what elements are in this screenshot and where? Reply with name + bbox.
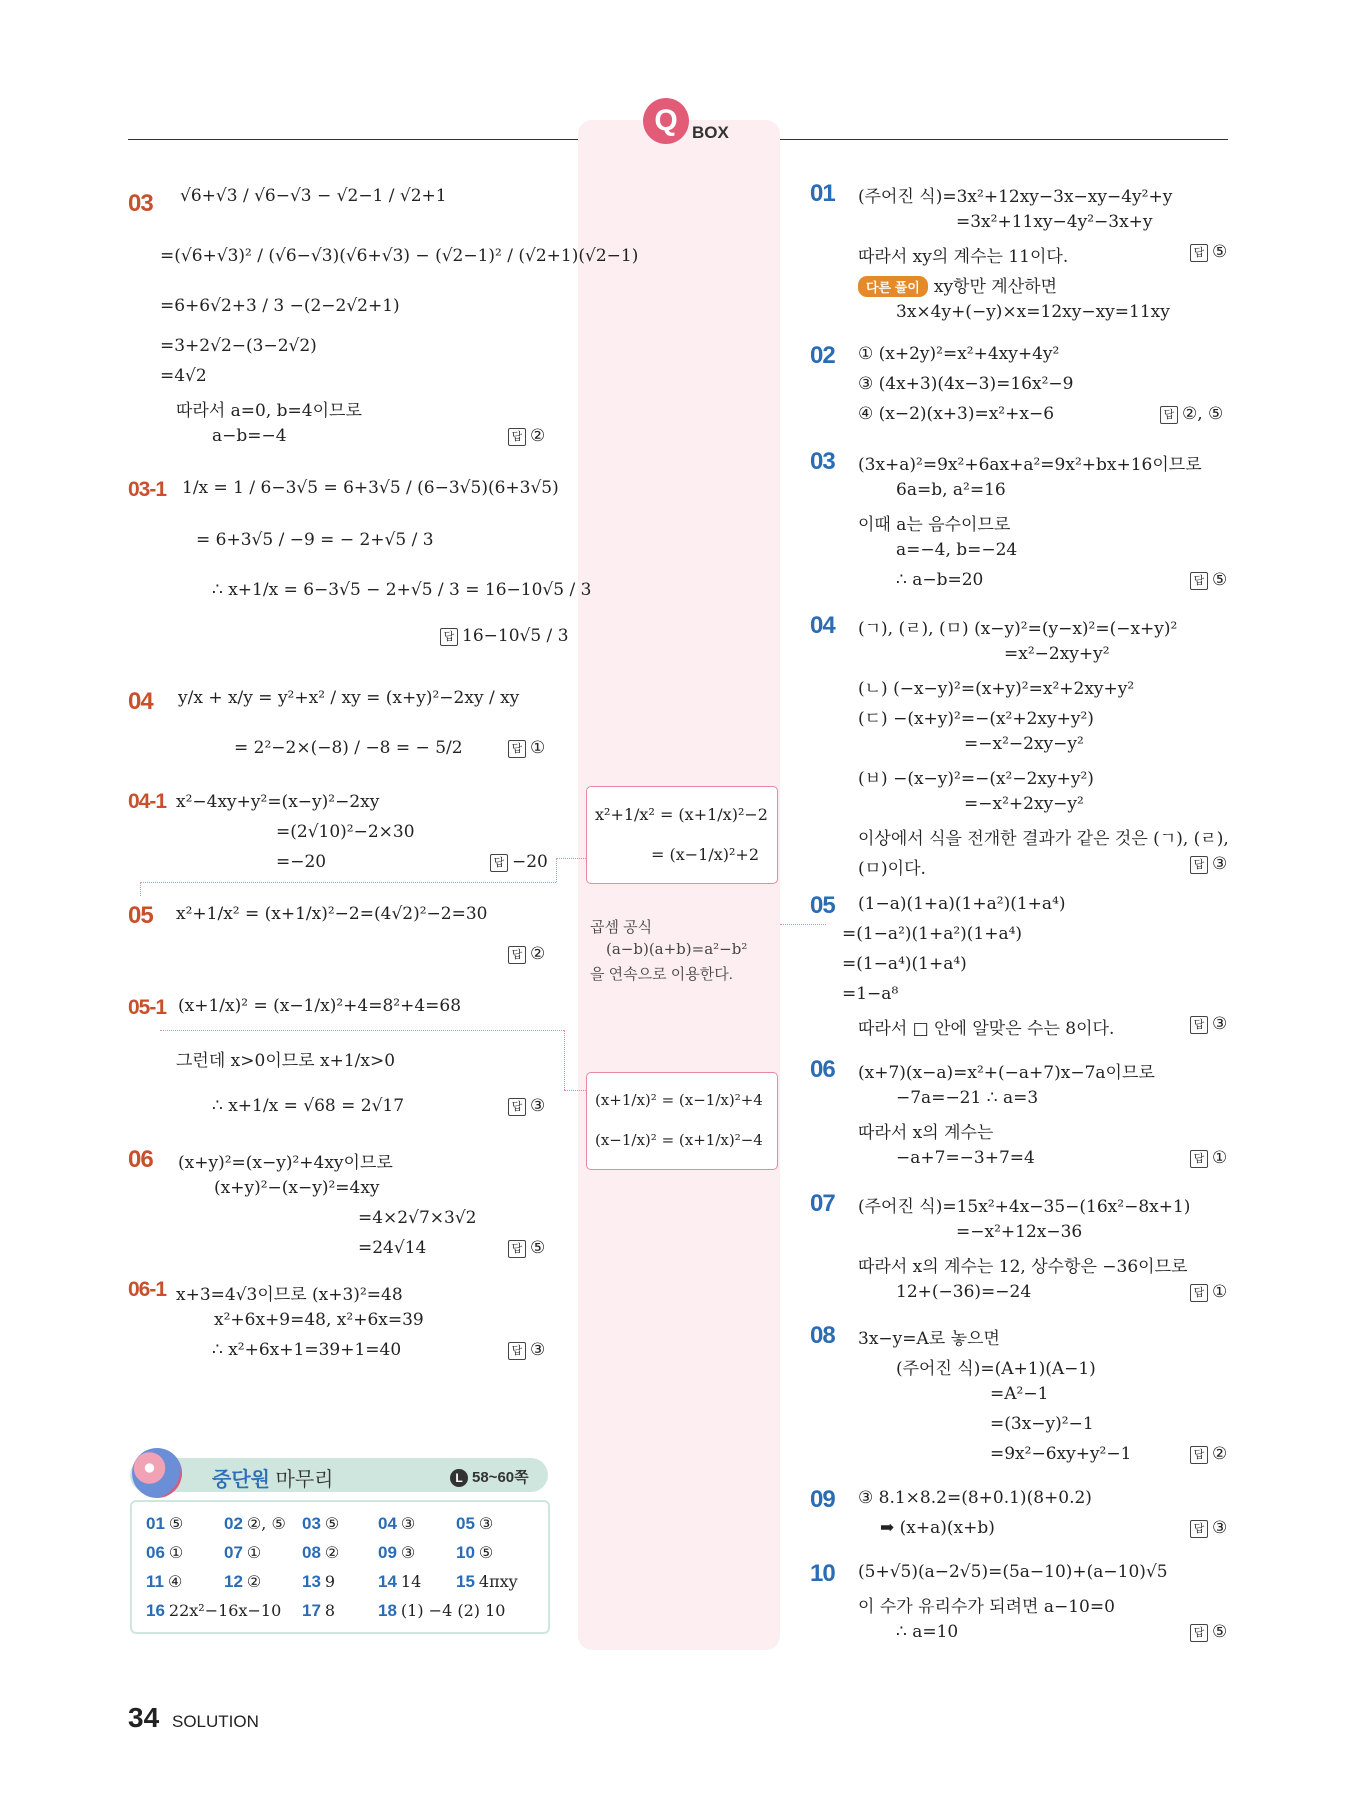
solution-line: 따라서 □ 안에 알맞은 수는 8이다.: [858, 1019, 1115, 1039]
solution-line: ∴ x²+6x+1=39+1=40: [212, 1340, 402, 1360]
solution-line: ➡ (x+a)(x+b): [880, 1518, 995, 1538]
header-rule-left: [128, 139, 578, 140]
solution-line: = 2²−2×(−8) / −8 = − 5/2: [234, 738, 463, 758]
solution-line: a−b=−4: [212, 426, 287, 446]
page-number: 34: [128, 1702, 160, 1733]
qbox-badge: Q: [643, 98, 689, 144]
review-item: 04 ③: [378, 1514, 416, 1533]
problem-number: 04-1: [128, 790, 167, 813]
page-label: SOLUTION: [172, 1712, 259, 1731]
solution-line: =−x²−2xy−y²: [964, 734, 1084, 754]
solution-line: =(√6+√3)² / (√6−√3)(√6+√3) − (√2−1)² / (√2+1)(√2−1): [160, 246, 639, 266]
solution-line: =−20: [276, 852, 327, 872]
solution-line: ④ (x−2)(x+3)=x²+x−6: [858, 404, 1055, 424]
problem-number: 05: [128, 902, 153, 929]
review-logo-icon: [132, 1448, 182, 1498]
connector-line: [564, 1030, 566, 1090]
problem-number: 02: [810, 342, 835, 369]
solution-line: ∴ a=10: [896, 1622, 959, 1642]
solution-line: (ㅁ)이다.: [858, 859, 926, 879]
solution-line: (주어진 식)=3x²+12xy−3x−xy−4y²+y: [858, 187, 1173, 207]
solution-line: =(1−a²)(1+a²)(1+a⁴): [842, 924, 1023, 944]
problem-number: 04: [128, 688, 153, 715]
solution-line: =(2√10)²−2×30: [276, 822, 415, 842]
review-item: 13 9: [302, 1572, 336, 1591]
review-item: 08 ②: [302, 1543, 340, 1562]
solution-line: 이상에서 식을 전개한 결과가 같은 것은 (ㄱ), (ㄹ),: [858, 829, 1229, 849]
review-pages: L 58~60쪽: [450, 1466, 529, 1487]
solution-line: =3x²+11xy−4y²−3x+y: [956, 212, 1153, 232]
solution-line: −a+7=−3+7=4: [896, 1148, 1035, 1168]
solution-line: (5+√5)(a−2√5)=(5a−10)+(a−10)√5: [858, 1562, 1168, 1582]
problem-number: 06: [810, 1056, 835, 1083]
review-answer-grid: [130, 1500, 550, 1634]
problem-number: 03-1: [128, 478, 167, 501]
qbox-column: [578, 120, 780, 1650]
solution-line: 따라서 a=0, b=4이므로: [176, 401, 362, 421]
solution-line: ③ (4x+3)(4x−3)=16x²−9: [858, 374, 1074, 394]
problem-number: 08: [810, 1322, 835, 1349]
solution-line: 그런데 x>0이므로 x+1/x>0: [176, 1051, 396, 1071]
solution-line: = 6+3√5 / −9 = − 2+√5 / 3: [196, 530, 434, 550]
solution-line: =x²−2xy+y²: [1004, 644, 1110, 664]
review-item: 03 ⑤: [302, 1514, 340, 1533]
qbox-formula-box: [586, 786, 778, 884]
solution-line: √6+√3 / √6−√3 − √2−1 / √2+1: [180, 186, 447, 206]
solution-line: 3x−y=A로 놓으면: [858, 1329, 1000, 1349]
solution-line: 이 수가 유리수가 되려면 a−10=0: [858, 1597, 1115, 1617]
header-rule-right: [780, 139, 1228, 140]
solution-line: −7a=−21 ∴ a=3: [896, 1088, 1039, 1108]
problem-number: 01: [810, 180, 835, 207]
solution-line: =(1−a⁴)(1+a⁴): [842, 954, 967, 974]
solution-line: =−x²+2xy−y²: [964, 794, 1084, 814]
qbox-formula-line: = (x−1/x)²+2: [651, 845, 759, 864]
problem-number: 07: [810, 1190, 835, 1217]
solution-line: =(3x−y)²−1: [990, 1414, 1094, 1434]
answer: 답 ③: [508, 1096, 545, 1116]
answer: 답 ③: [508, 1340, 545, 1360]
answer: 답 ②: [1190, 1444, 1227, 1464]
connector-line: [140, 882, 142, 896]
solution-line: =1−a⁸: [842, 984, 899, 1004]
solution-line: =4√2: [160, 366, 207, 386]
review-item: 01 ⑤: [146, 1514, 184, 1533]
answer: 답 ①: [508, 738, 545, 758]
review-title: 중단원 마무리: [212, 1469, 334, 1491]
answer: 답 ⑤: [1190, 1622, 1227, 1642]
review-item: 16 22x²−16x−10: [146, 1601, 282, 1620]
solution-line: (1−a)(1+a)(1+a²)(1+a⁴): [858, 894, 1066, 914]
problem-number: 05: [810, 892, 835, 919]
solution-line: (x+7)(x−a)=x²+(−a+7)x−7a이므로: [858, 1063, 1155, 1083]
solution-line: a=−4, b=−24: [896, 540, 1018, 560]
answer: 답 ②: [508, 944, 545, 964]
qbox-note-formula: (a−b)(a+b)=a²−b²: [606, 940, 748, 958]
solution-line: 이때 a는 음수이므로: [858, 515, 1011, 535]
solution-line: 따라서 x의 계수는: [858, 1123, 994, 1143]
solution-line: 12+(−36)=−24: [896, 1282, 1032, 1302]
solution-line: =6+6√2+3 / 3 −(2−2√2+1): [160, 296, 400, 316]
answer: 답 ②, ⑤: [1160, 404, 1223, 424]
problem-number: 05-1: [128, 996, 167, 1019]
solution-line: ∴ x+1/x = 6−3√5 − 2+√5 / 3 = 16−10√5 / 3: [212, 580, 592, 600]
review-item: 09 ③: [378, 1543, 416, 1562]
answer: 답 ①: [1190, 1148, 1227, 1168]
connector-line: [556, 858, 586, 860]
solution-line: =A²−1: [990, 1384, 1049, 1404]
solution-line: =9x²−6xy+y²−1: [990, 1444, 1132, 1464]
qbox-note-title: 곱셈 공식: [590, 919, 653, 936]
answer: 답 ③: [1190, 854, 1227, 874]
review-item: 06 ①: [146, 1543, 184, 1562]
answer: 답 16−10√5 / 3: [440, 626, 569, 646]
qbox-formula-line: x²+1/x² = (x+1/x)²−2: [595, 805, 768, 824]
solution-line: (x+y)²=(x−y)²+4xy이므로: [178, 1153, 393, 1173]
solution-line: =24√14: [358, 1238, 427, 1258]
solution-line: 3x×4y+(−y)×x=12xy−xy=11xy: [896, 302, 1170, 322]
answer: 답 −20: [490, 852, 548, 872]
solution-line: x²−4xy+y²=(x−y)²−2xy: [176, 792, 380, 812]
solution-line: (주어진 식)=(A+1)(A−1): [896, 1359, 1096, 1379]
problem-number: 09: [810, 1486, 835, 1513]
qbox-note-text: 을 연속으로 이용한다.: [590, 966, 733, 983]
problem-number: 03: [810, 448, 835, 475]
solution-line: ∴ x+1/x = √68 = 2√17: [212, 1096, 405, 1116]
solution-line: 따라서 xy의 계수는 11이다.: [858, 247, 1069, 267]
solution-line: x²+6x+9=48, x²+6x=39: [214, 1310, 424, 1330]
problem-number: 10: [810, 1560, 835, 1587]
solution-line: =4×2√7×3√2: [358, 1208, 477, 1228]
solution-line: x²+1/x² = (x+1/x)²−2=(4√2)²−2=30: [176, 904, 488, 924]
answer: 답 ⑤: [1190, 242, 1227, 262]
solution-line: 따라서 x의 계수는 12, 상수항은 −36이므로: [858, 1257, 1188, 1277]
solution-line: ③ 8.1×8.2=(8+0.1)(8+0.2): [858, 1488, 1092, 1508]
answer: 답 ③: [1190, 1518, 1227, 1538]
problem-number: 06: [128, 1146, 153, 1173]
solution-line: =3+2√2−(3−2√2): [160, 336, 317, 356]
solution-line: =−x²+12x−36: [956, 1222, 1083, 1242]
answer: 답 ②: [508, 426, 545, 446]
review-item: 12 ②: [224, 1572, 262, 1591]
qbox-formula-line: (x+1/x)² = (x−1/x)²+4: [595, 1091, 763, 1109]
connector-line: [140, 882, 556, 884]
connector-line: [160, 1030, 564, 1032]
problem-number: 04: [810, 612, 835, 639]
solution-line: (ㄷ) −(x+y)²=−(x²+2xy+y²): [858, 709, 1094, 729]
answer: 답 ①: [1190, 1282, 1227, 1302]
solution-line: ∴ a−b=20: [896, 570, 984, 590]
review-item: 14 14: [378, 1572, 422, 1591]
solution-line: ① (x+2y)²=x²+4xy+4y²: [858, 344, 1060, 364]
solution-line: (ㄴ) (−x−y)²=(x+y)²=x²+2xy+y²: [858, 679, 1135, 699]
other-solution: 다른 풀이 xy항만 계산하면: [858, 272, 1057, 297]
review-item: 18 (1) −4 (2) 10: [378, 1601, 506, 1620]
qbox-label: BOX: [692, 123, 729, 142]
solution-line: (x+y)²−(x−y)²=4xy: [214, 1178, 380, 1198]
qbox-formula-box: [586, 1072, 778, 1170]
qbox-formula-line: (x−1/x)² = (x+1/x)²−4: [595, 1131, 763, 1149]
problem-number: 06-1: [128, 1278, 167, 1301]
solution-line: y/x + x/y = y²+x² / xy = (x+y)²−2xy / xy: [178, 688, 520, 708]
solution-line: (ㅂ) −(x−y)²=−(x²−2xy+y²): [858, 769, 1094, 789]
solution-line: (ㄱ), (ㄹ), (ㅁ) (x−y)²=(y−x)²=(−x+y)²: [858, 619, 1178, 639]
connector-line: [564, 1090, 586, 1092]
solution-line: x+3=4√3이므로 (x+3)²=48: [176, 1285, 403, 1305]
review-item: 10 ⑤: [456, 1543, 494, 1562]
connector-line: [556, 858, 558, 882]
review-item: 11 ④: [146, 1572, 183, 1591]
review-item: 17 8: [302, 1601, 336, 1620]
solution-line: 6a=b, a²=16: [896, 480, 1006, 500]
solution-line: 1/x = 1 / 6−3√5 = 6+3√5 / (6−3√5)(6+3√5): [182, 478, 559, 498]
review-item: 07 ①: [224, 1543, 262, 1562]
review-item: 05 ③: [456, 1514, 494, 1533]
solution-line: (3x+a)²=9x²+6ax+a²=9x²+bx+16이므로: [858, 455, 1202, 475]
other-solution-badge: 다른 풀이: [858, 276, 928, 297]
answer: 답 ③: [1190, 1014, 1227, 1034]
connector-line: [780, 924, 826, 926]
review-item: 15 4πxy: [456, 1572, 518, 1591]
answer: 답 ⑤: [508, 1238, 545, 1258]
solution-line: (x+1/x)² = (x−1/x)²+4=8²+4=68: [178, 996, 462, 1016]
review-item: 02 ②, ⑤: [224, 1514, 286, 1533]
solution-line: (주어진 식)=15x²+4x−35−(16x²−8x+1): [858, 1197, 1191, 1217]
answer: 답 ⑤: [1190, 570, 1227, 590]
problem-number: 03: [128, 190, 153, 217]
